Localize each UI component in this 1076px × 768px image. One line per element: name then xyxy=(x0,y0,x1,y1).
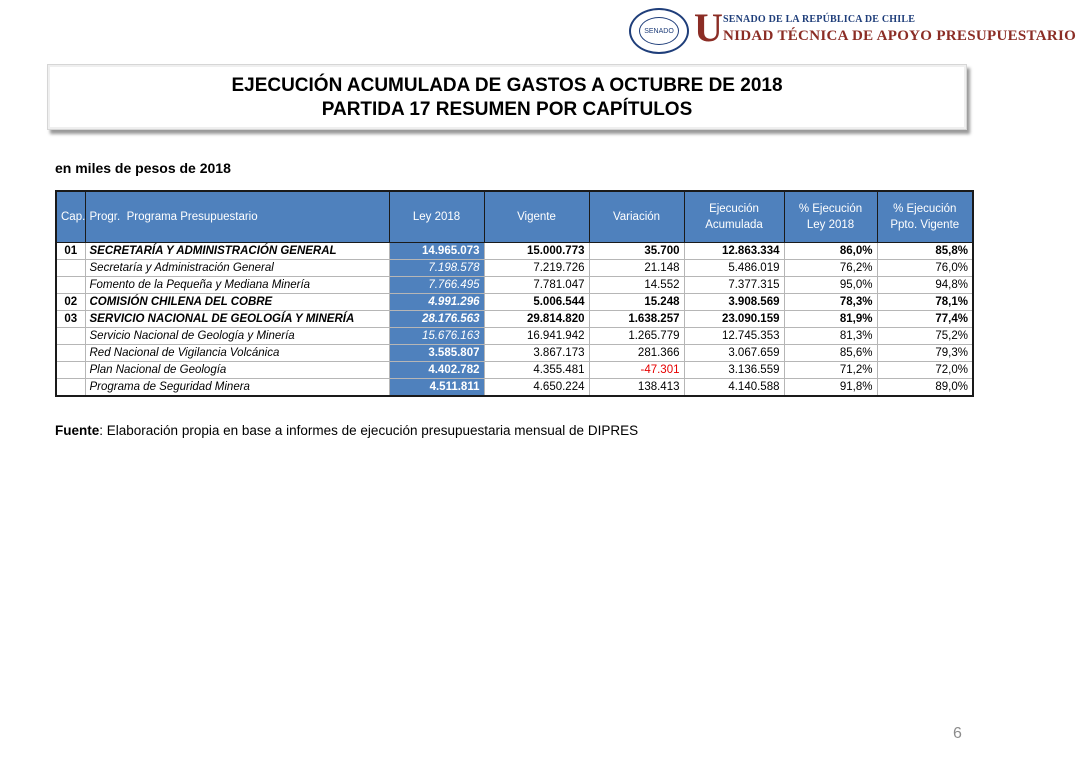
header-ejecucion-line1: Ejecución xyxy=(709,203,759,215)
pct-vigente-cell: 78,1% xyxy=(877,294,973,311)
programa-cell: COMISIÓN CHILENA DEL COBRE xyxy=(85,294,389,311)
ley-cell: 4.402.782 xyxy=(389,362,484,379)
header-pct-vigente-line2: Ppto. Vigente xyxy=(890,219,960,231)
ejecucion-cell: 12.745.353 xyxy=(684,328,784,345)
cap-cell: 03 xyxy=(56,311,85,328)
ejecucion-cell: 4.140.588 xyxy=(684,379,784,397)
programa-cell: Secretaría y Administración General xyxy=(85,260,389,277)
source-text: : Elaboración propia en base a informes de ejecución presupuestaria mensual de DIPRES xyxy=(99,423,639,438)
ejecucion-cell: 7.377.315 xyxy=(684,277,784,294)
ley-cell: 7.766.495 xyxy=(389,277,484,294)
table-row xyxy=(56,345,973,362)
page-number: 6 xyxy=(953,725,962,742)
title-box xyxy=(47,64,967,130)
pct-ley-cell: 95,0% xyxy=(784,277,877,294)
cap-cell xyxy=(56,345,85,362)
programa-cell: Plan Nacional de Geología xyxy=(85,362,389,379)
programa-cell: Programa de Seguridad Minera xyxy=(85,379,389,397)
cap-cell: 02 xyxy=(56,294,85,311)
ley-cell: 15.676.163 xyxy=(389,328,484,345)
ejecucion-cell: 3.908.569 xyxy=(684,294,784,311)
ejecucion-cell: 12.863.334 xyxy=(684,243,784,260)
header-pct-ley-line2: Ley 2018 xyxy=(806,219,855,231)
header-ejecucion-line2: Acumulada xyxy=(705,219,763,231)
variacion-cell: 1.638.257 xyxy=(589,311,684,328)
pct-vigente-cell: 77,4% xyxy=(877,311,973,328)
pct-vigente-cell: 72,0% xyxy=(877,362,973,379)
table-row xyxy=(56,379,973,397)
programa-cell: Servicio Nacional de Geología y Minería xyxy=(85,328,389,345)
pct-vigente-cell: 85,8% xyxy=(877,243,973,260)
pct-vigente-cell: 89,0% xyxy=(877,379,973,397)
table-row xyxy=(56,311,973,328)
source-label: Fuente xyxy=(55,423,100,438)
variacion-cell: -47.301 xyxy=(589,362,684,379)
vigente-cell: 4.355.481 xyxy=(484,362,589,379)
pct-ley-cell: 91,8% xyxy=(784,379,877,397)
variacion-cell: 35.700 xyxy=(589,243,684,260)
programa-cell: Red Nacional de Vigilancia Volcánica xyxy=(85,345,389,362)
cap-cell xyxy=(56,379,85,397)
title-line-1: EJECUCIÓN ACUMULADA DE GASTOS A OCTUBRE DE 2018 xyxy=(231,75,783,96)
variacion-cell: 21.148 xyxy=(589,260,684,277)
variacion-cell: 14.552 xyxy=(589,277,684,294)
units-subtitle: en miles de pesos de 2018 xyxy=(55,160,231,176)
source-note xyxy=(55,423,638,438)
vigente-cell: 5.006.544 xyxy=(484,294,589,311)
table-row xyxy=(56,362,973,379)
table-row xyxy=(56,328,973,345)
ejecucion-cell: 23.090.159 xyxy=(684,311,784,328)
header-variacion: Variación xyxy=(589,191,684,243)
variacion-cell: 138.413 xyxy=(589,379,684,397)
title-line-2: PARTIDA 17 RESUMEN POR CAPÍTULOS xyxy=(321,99,693,120)
vigente-cell: 3.867.173 xyxy=(484,345,589,362)
vigente-cell: 15.000.773 xyxy=(484,243,589,260)
cap-cell xyxy=(56,277,85,294)
programa-cell: SECRETARÍA Y ADMINISTRACIÓN GENERAL xyxy=(85,243,389,260)
logo-senado-text: SENADO DE LA REPÚBLICA DE CHILE xyxy=(723,14,916,25)
ley-cell: 7.198.578 xyxy=(389,260,484,277)
cap-cell xyxy=(56,328,85,345)
programa-cell: Fomento de la Pequeña y Mediana Minería xyxy=(85,277,389,294)
vigente-cell: 16.941.942 xyxy=(484,328,589,345)
variacion-cell: 15.248 xyxy=(589,294,684,311)
vigente-cell: 4.650.224 xyxy=(484,379,589,397)
variacion-cell: 281.366 xyxy=(589,345,684,362)
seal-emblem-icon xyxy=(639,17,679,45)
header-vigente: Vigente xyxy=(484,191,589,243)
senado-seal-logo xyxy=(629,8,689,54)
cap-cell xyxy=(56,362,85,379)
budget-table xyxy=(55,190,974,397)
header-pct-vigente-line1: % Ejecución xyxy=(893,203,957,215)
vigente-cell: 7.219.726 xyxy=(484,260,589,277)
header-pct-ley xyxy=(784,191,877,243)
pct-ley-cell: 71,2% xyxy=(784,362,877,379)
table-header-row xyxy=(56,191,973,243)
pct-vigente-cell: 79,3% xyxy=(877,345,973,362)
header-ley: Ley 2018 xyxy=(389,191,484,243)
pct-ley-cell: 81,9% xyxy=(784,311,877,328)
pct-ley-cell: 81,3% xyxy=(784,328,877,345)
pct-vigente-cell: 76,0% xyxy=(877,260,973,277)
pct-vigente-cell: 94,8% xyxy=(877,277,973,294)
pct-vigente-cell: 75,2% xyxy=(877,328,973,345)
vigente-cell: 29.814.820 xyxy=(484,311,589,328)
ley-cell: 28.176.563 xyxy=(389,311,484,328)
header-progr-label: Progr. xyxy=(89,211,121,223)
ejecucion-cell: 3.067.659 xyxy=(684,345,784,362)
header-pct-vigente xyxy=(877,191,973,243)
ejecucion-cell: 3.136.559 xyxy=(684,362,784,379)
programa-cell: SERVICIO NACIONAL DE GEOLOGÍA Y MINERÍA xyxy=(85,311,389,328)
table-row xyxy=(56,294,973,311)
ejecucion-cell: 5.486.019 xyxy=(684,260,784,277)
table-row xyxy=(56,260,973,277)
table-row xyxy=(56,243,973,260)
table-row xyxy=(56,277,973,294)
ley-cell: 3.585.807 xyxy=(389,345,484,362)
vigente-cell: 7.781.047 xyxy=(484,277,589,294)
ley-cell: 14.965.073 xyxy=(389,243,484,260)
pct-ley-cell: 76,2% xyxy=(784,260,877,277)
variacion-cell: 1.265.779 xyxy=(589,328,684,345)
header-pct-ley-line1: % Ejecución xyxy=(798,203,863,215)
logo-unit-text: NIDAD TÉCNICA DE APOYO PRESUPUESTARIO xyxy=(723,28,1076,44)
cap-cell xyxy=(56,260,85,277)
logo-initial: U xyxy=(694,5,723,50)
header-cap: Cap. xyxy=(56,191,85,243)
ley-cell: 4.991.296 xyxy=(389,294,484,311)
cap-cell: 01 xyxy=(56,243,85,260)
pct-ley-cell: 86,0% xyxy=(784,243,877,260)
pct-ley-cell: 78,3% xyxy=(784,294,877,311)
header-programa xyxy=(85,191,389,243)
pct-ley-cell: 85,6% xyxy=(784,345,877,362)
ley-cell: 4.511.811 xyxy=(389,379,484,397)
header-programa-label: Programa Presupuestario xyxy=(126,211,258,223)
seal-text: SENADO xyxy=(644,27,674,35)
header-ejecucion xyxy=(684,191,784,243)
